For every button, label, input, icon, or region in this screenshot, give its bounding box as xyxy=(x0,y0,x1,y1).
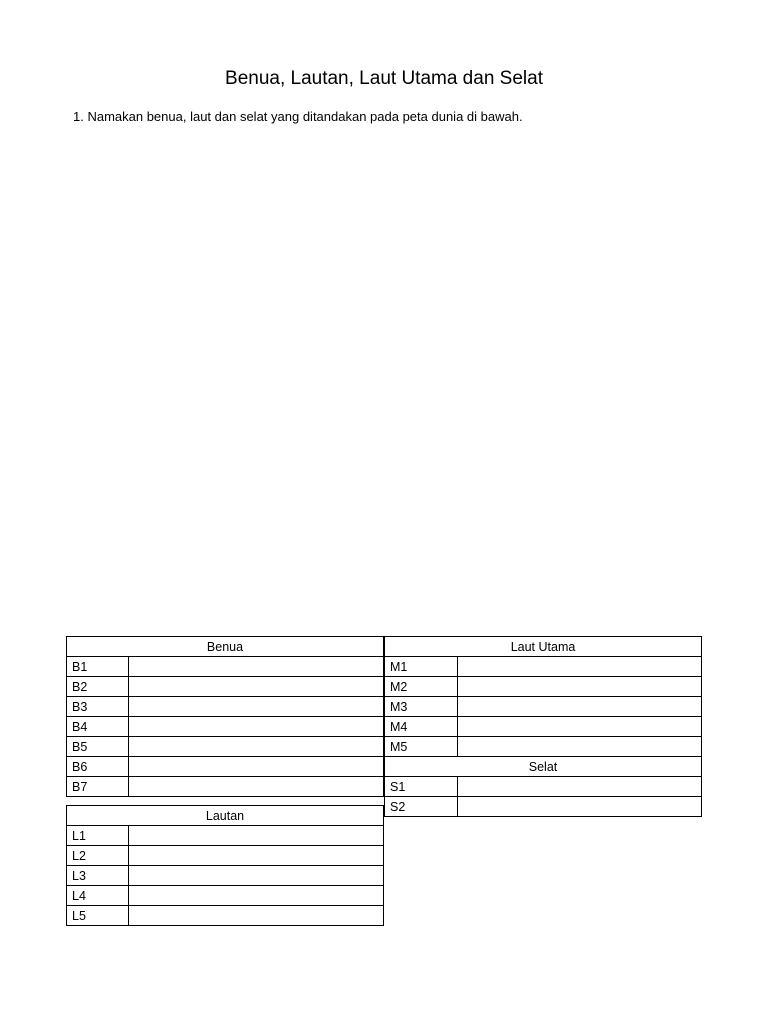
answer-cell[interactable] xyxy=(458,797,702,817)
answer-cell[interactable] xyxy=(129,826,384,846)
laut-utama-selat-table xyxy=(384,636,702,817)
answer-cell[interactable] xyxy=(129,697,384,717)
row-code: L1 xyxy=(67,826,129,846)
table-row xyxy=(67,697,384,717)
answer-cell[interactable] xyxy=(129,757,384,777)
table-row xyxy=(385,697,702,717)
table-row xyxy=(385,717,702,737)
answer-cell[interactable] xyxy=(458,737,702,757)
answer-cell[interactable] xyxy=(458,697,702,717)
answer-cell[interactable] xyxy=(129,657,384,677)
row-code: B6 xyxy=(67,757,129,777)
benua-table xyxy=(66,636,384,797)
row-code: M5 xyxy=(385,737,458,757)
row-code: B3 xyxy=(67,697,129,717)
table-row xyxy=(385,657,702,677)
table-row xyxy=(67,717,384,737)
table-row xyxy=(67,906,384,926)
table-row xyxy=(67,737,384,757)
answer-cell[interactable] xyxy=(129,717,384,737)
row-code: S2 xyxy=(385,797,458,817)
answer-cell[interactable] xyxy=(129,737,384,757)
table-row xyxy=(385,737,702,757)
question-text: 1. Namakan benua, laut dan selat yang ditandakan pada peta dunia di bawah. xyxy=(73,109,523,124)
benua-header: Benua xyxy=(67,637,384,657)
row-code: B4 xyxy=(67,717,129,737)
row-code: M3 xyxy=(385,697,458,717)
row-code: B5 xyxy=(67,737,129,757)
answer-cell[interactable] xyxy=(129,866,384,886)
answer-cell[interactable] xyxy=(129,846,384,866)
lautan-table xyxy=(66,805,384,926)
table-row xyxy=(385,677,702,697)
selat-header: Selat xyxy=(385,757,702,777)
table-row xyxy=(67,846,384,866)
answer-cell[interactable] xyxy=(129,886,384,906)
laut-utama-header: Laut Utama xyxy=(385,637,702,657)
answer-cell[interactable] xyxy=(458,717,702,737)
table-row xyxy=(67,657,384,677)
answer-cell[interactable] xyxy=(458,777,702,797)
row-code: L2 xyxy=(67,846,129,866)
table-row xyxy=(67,677,384,697)
answer-cell[interactable] xyxy=(129,906,384,926)
page-title: Benua, Lautan, Laut Utama dan Selat xyxy=(225,68,543,89)
answer-cell[interactable] xyxy=(458,657,702,677)
table-row xyxy=(385,777,702,797)
row-code: S1 xyxy=(385,777,458,797)
lautan-header: Lautan xyxy=(67,806,384,826)
row-code: L3 xyxy=(67,866,129,886)
answer-cell[interactable] xyxy=(129,677,384,697)
row-code: M1 xyxy=(385,657,458,677)
row-code: M2 xyxy=(385,677,458,697)
table-row xyxy=(67,886,384,906)
row-code: B1 xyxy=(67,657,129,677)
answer-cell[interactable] xyxy=(129,777,384,797)
table-row xyxy=(67,757,384,777)
table-row xyxy=(385,797,702,817)
row-code: M4 xyxy=(385,717,458,737)
table-row xyxy=(67,866,384,886)
row-code: L4 xyxy=(67,886,129,906)
row-code: B2 xyxy=(67,677,129,697)
answer-cell[interactable] xyxy=(458,677,702,697)
table-row xyxy=(67,826,384,846)
row-code: B7 xyxy=(67,777,129,797)
row-code: L5 xyxy=(67,906,129,926)
table-row xyxy=(67,777,384,797)
